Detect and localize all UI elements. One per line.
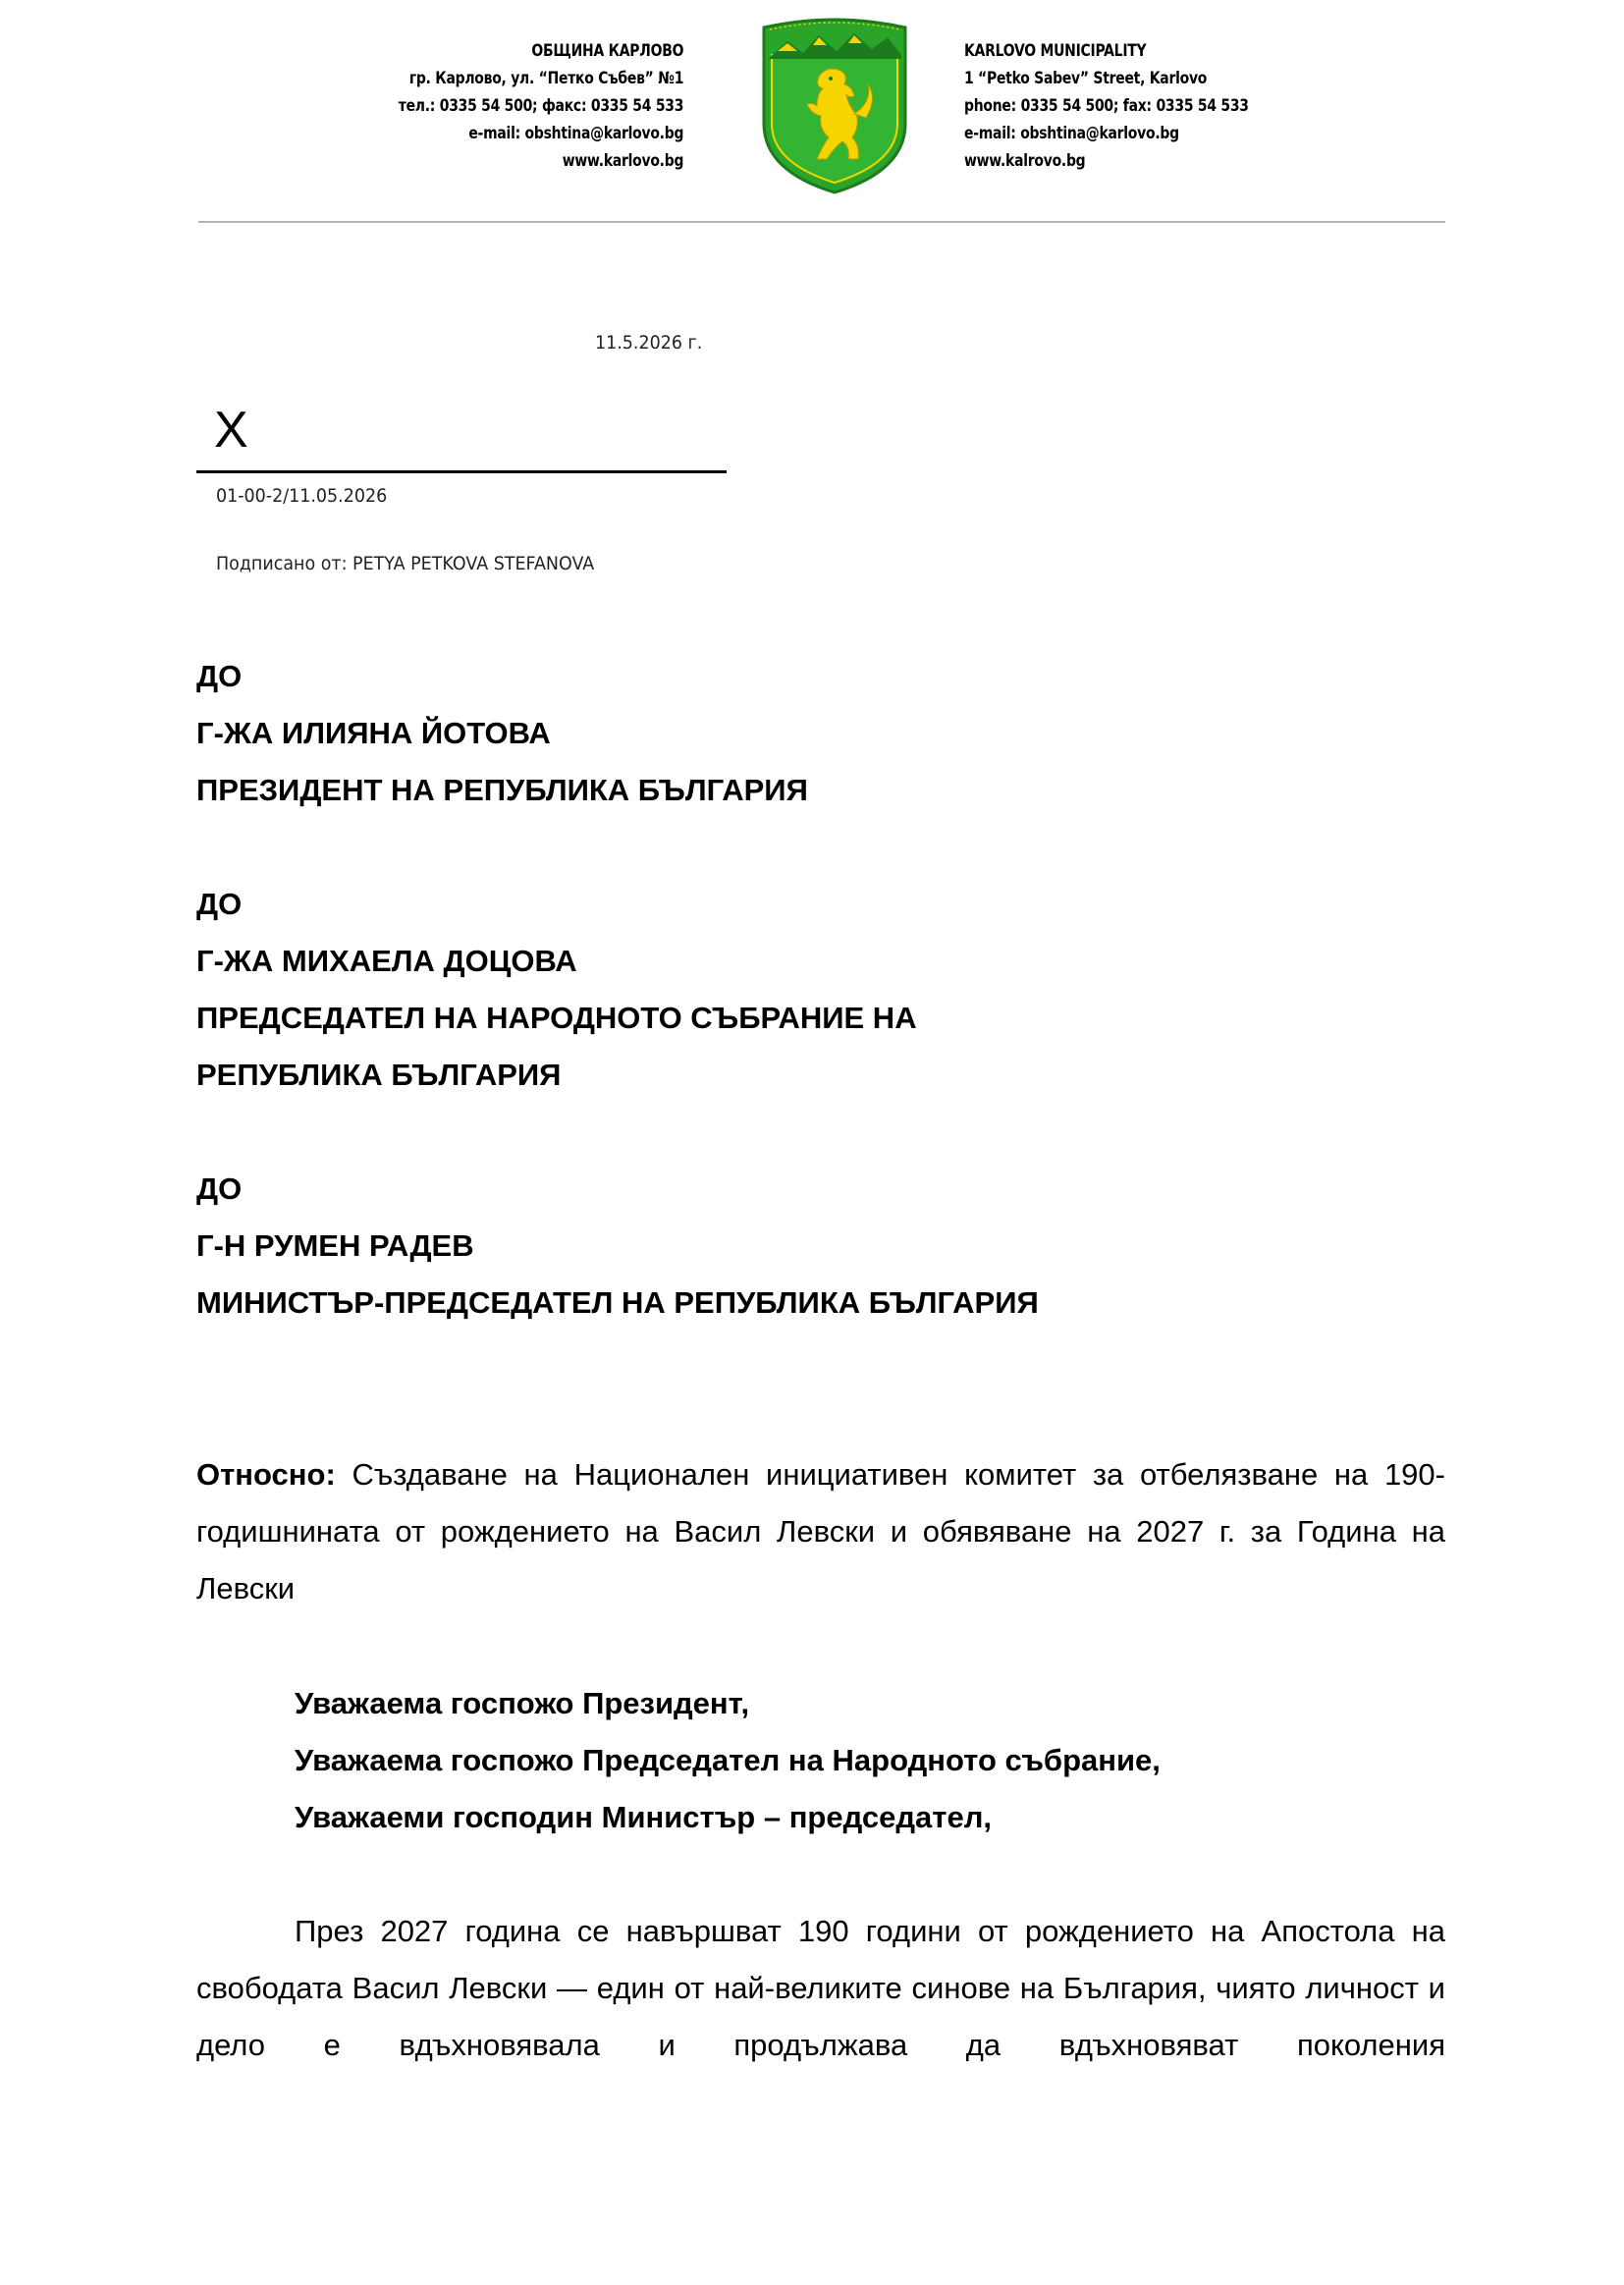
addressee-parliament-chair (196, 876, 917, 1104)
subject-text: Създаване на Национален инициативен комитет за отбелязване на 190-годишнината от рождението на Васил Левски и обявяване на 2027 г. за Година на Левски (196, 1457, 1445, 1605)
addressee-president (196, 648, 808, 819)
salutation-parliament-chair: Уважаема госпожо Председател на Народното събрание, (295, 1743, 1161, 1777)
addressee-to-label: ДО (196, 887, 243, 921)
municipality-name-en: KARLOVO MUNICIPALITY (964, 41, 1147, 61)
addressee-to-label: ДО (196, 1171, 243, 1206)
municipality-address-en: 1 “Petko Sabev” Street, Karlovo (964, 69, 1208, 88)
municipality-web-en: www.kalrovo.bg (964, 151, 1086, 171)
municipality-phone-en: phone: 0335 54 500; fax: 0335 54 533 (964, 96, 1249, 116)
addressee-title-cont: РЕПУБЛИКА БЪЛГАРИЯ (196, 1058, 562, 1092)
header-divider (198, 221, 1445, 223)
signed-by: Подписано от: PETYA PETKOVA STEFANOVA (216, 553, 595, 574)
letterhead-bg (399, 37, 683, 175)
addressee-name: Г-ЖА ИЛИЯНА ЙОТОВА (196, 716, 551, 750)
addressee-name: Г-ЖА МИХАЕЛА ДОЦОВА (196, 944, 577, 978)
municipality-email-bg: e-mail: obshtina@karlovo.bg (468, 124, 683, 143)
subject-label: Относно: (196, 1457, 336, 1492)
salutation-president: Уважаема госпожо Президент, (295, 1686, 750, 1720)
addressee-title: ПРЕЗИДЕНТ НА РЕПУБЛИКА БЪЛГАРИЯ (196, 773, 808, 807)
municipality-email-en: e-mail: obshtina@karlovo.bg (964, 124, 1179, 143)
municipality-web-bg: www.karlovo.bg (562, 151, 683, 171)
addressee-prime-minister (196, 1161, 1039, 1332)
salutations (295, 1675, 1161, 1846)
salutation-prime-minister: Уважаеми господин Министър – председател, (295, 1800, 993, 1834)
municipality-address-bg: гр. Карлово, ул. “Петко Събев” №1 (408, 69, 683, 88)
letterhead-en (964, 37, 1249, 175)
signature-mark: X (214, 402, 248, 459)
addressee-name: Г-Н РУМЕН РАДЕВ (196, 1228, 474, 1263)
addressee-to-label: ДО (196, 659, 243, 693)
addressee-title: МИНИСТЪР-ПРЕДСЕДАТЕЛ НА РЕПУБЛИКА БЪЛГАРИЯ (196, 1285, 1039, 1320)
document-reference: 01-00-2/11.05.2026 (216, 485, 388, 507)
municipality-phone-bg: тел.: 0335 54 500; факс: 0335 54 533 (398, 96, 683, 116)
municipality-name-bg: ОБЩИНА КАРЛОВО (531, 41, 683, 61)
body-paragraph: През 2027 година се навършват 190 години от рождението на Апостола на свободата Васил Левски — един от най-великите синове на България, чиято личност и дело е вдъхновявала и продължава да вдъхновяват поколения (196, 1914, 1445, 2062)
coat-of-arms-icon (758, 16, 911, 196)
signature-line (196, 470, 727, 473)
signature-date: 11.5.2026 г. (595, 332, 703, 354)
subject-line (196, 1446, 1445, 1617)
addressee-title: ПРЕДСЕДАТЕЛ НА НАРОДНОТО СЪБРАНИЕ НА (196, 1001, 917, 1035)
